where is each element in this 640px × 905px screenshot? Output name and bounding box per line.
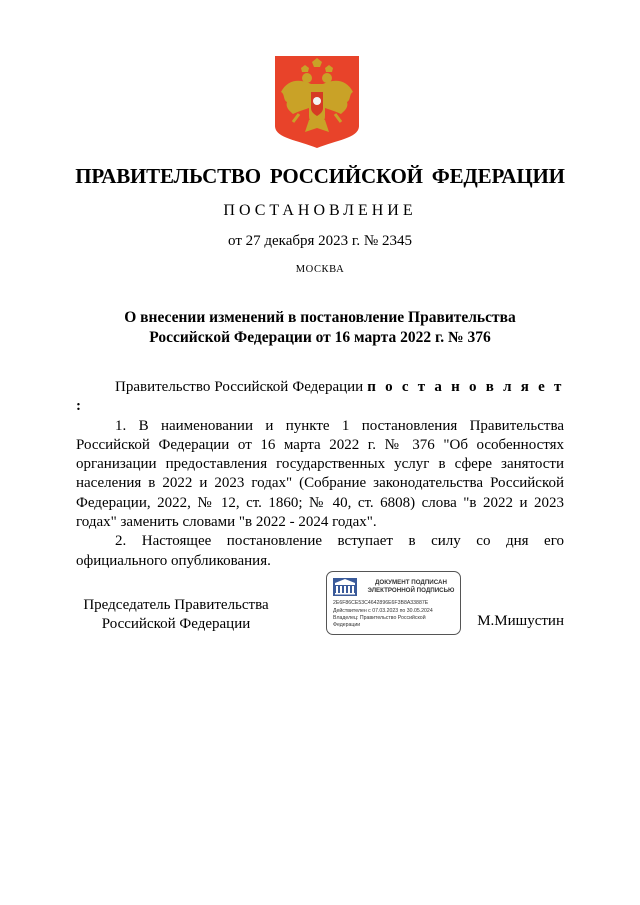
stamp-title <box>363 579 459 595</box>
stamp-validity: Действителен с 07.03.2023 по 30.05.2024 <box>333 608 433 614</box>
document-date: от 27 декабря 2023 г. № 2345 <box>228 233 412 249</box>
document-type: ПОСТАНОВЛЕНИЕ <box>223 202 417 219</box>
signer-name: М.Мишустин <box>477 613 564 629</box>
intro-text: Правительство Российской Федерации <box>115 379 368 395</box>
document-subject <box>0 308 640 348</box>
document-body <box>76 378 564 571</box>
coat-of-arms-icon <box>275 56 359 148</box>
resolves-word: п о с т а н о в л я е т : <box>76 379 564 415</box>
government-building-icon <box>333 578 357 596</box>
signer-position-line-1: Председатель Правительства <box>83 597 269 613</box>
subject-line-1: О внесении изменений в постановление Правительства <box>124 309 516 326</box>
stamp-title-line-2: ЭЛЕКТРОННОЙ ПОДПИСЬЮ <box>367 587 455 594</box>
document-city: МОСКВА <box>295 264 345 275</box>
intro-paragraph <box>76 378 564 417</box>
subject-line-2: Российской Федерации от 16 марта 2022 г. № 376 <box>149 329 491 346</box>
electronic-signature-stamp <box>326 571 461 635</box>
stamp-owner-line-2: Федерации <box>333 622 361 628</box>
government-title: ПРАВИТЕЛЬСТВО РОССИЙСКОЙ ФЕДЕРАЦИИ <box>75 164 565 188</box>
signer-position-line-2: Российской Федерации <box>101 616 251 632</box>
signer-position <box>76 596 276 634</box>
stamp-certificate: 2E6F86CE53C4642896E6F3B8A33887E <box>333 600 429 606</box>
item-1: 1. В наименовании и пункте 1 постановления Правительства Российской Федерации от 16 марта 2022 г. № 376 "Об особенностях организации предоставления государственных услуг в сфере занятости населения в 2022 и 2023 годах" (Собрание законодательства Российской Федерации, 2022, № 12, ст. 1860; № 40, ст. 6808) слова "в 2022 и 2023 годах" заменить словами "в 2022 - 2024 годах". <box>76 417 564 531</box>
stamp-owner-line-1: Владелец: Правительство Российской <box>333 615 426 621</box>
stamp-title-line-1: ДОКУМЕНТ ПОДПИСАН <box>375 579 447 586</box>
item-2: 2. Настоящее постановление вступает в силу со дня его официального опубликования. <box>76 533 564 569</box>
